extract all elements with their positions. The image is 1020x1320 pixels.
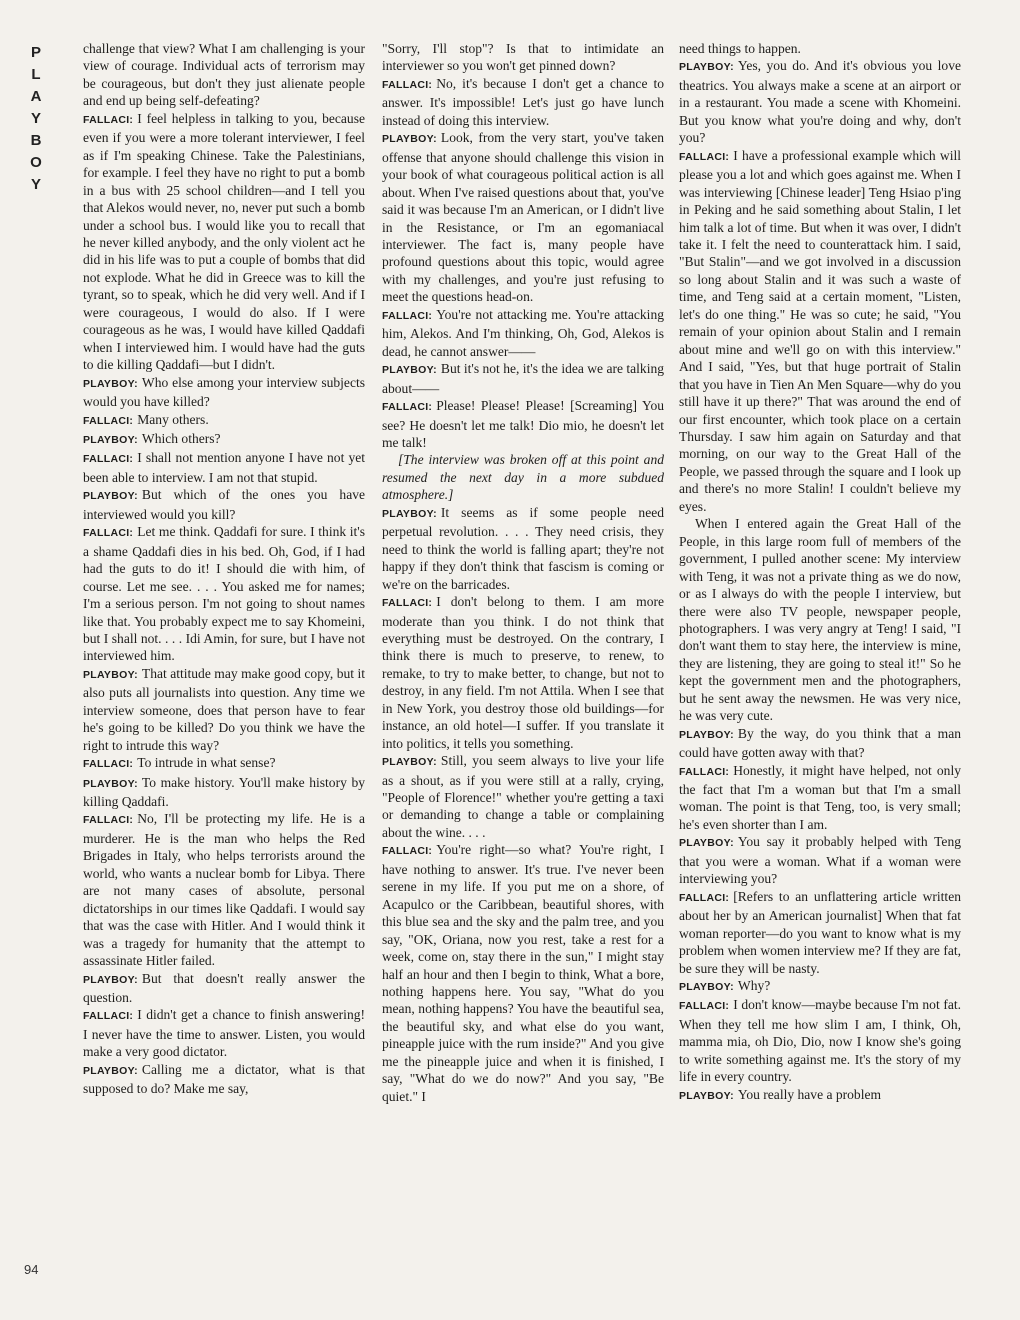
editor-note: [The interview was broken off at this point and resumed the next day in a more subdued atmosphere.] — [382, 452, 664, 503]
paragraph-text: By the way, do you think that a man could have gotten away with that? — [679, 725, 961, 761]
paragraph — [382, 306, 664, 360]
paragraph-text: You're right—so what? You're right, I have nothing to answer. It's true. I've never been serene in my life. If you put me on a shore, of Acapulco or the Caribbean, beautiful shores, with this blue sea and the sky and the palm tree, and you say, "OK, Oriana, now you rest, take a rest for a week, come on, stay there in the sun," I might stay half an hour and then I begin to think, What a bore, nothing happens here. You say, "What do you mean, nothing happens? You have the beautiful sea, the beautiful sky, and what else do you want, pineapple juice with the rum inside?" And you give me the pineapple juice and when it is finished, I say, "What do we do now?" And you say, "Be quiet." I — [382, 842, 664, 1104]
paragraph-text: Please! Please! Please! [Screaming] You see? He doesn't let me talk! Dio mio, he doesn't let me talk! — [382, 398, 664, 450]
paragraph — [679, 147, 961, 516]
paragraph-text: Calling me a dictator, what is that supposed to do? Make me say, — [83, 1061, 365, 1097]
speaker-label: PLAYBOY: — [382, 507, 437, 520]
speaker-label: FALLACI: — [679, 891, 730, 904]
paragraph — [679, 977, 961, 996]
speaker-label: PLAYBOY: — [83, 433, 138, 446]
paragraph-text: I feel helpless in talking to you, because even if you were a more tolerant interviewer, I feel as if I'm speaking Chinese. Take the Palestinians, for example. I feel they have no right to put a bomb in a bus with 25 school children—and I tell you that Alekos would never, no, never put such a bomb under a school bus. I would like you to recall that he never killed anybody, and the only violent act he did in his life was to put a couple of bombs that did not explode. What he did in Greece was to kill the tyrant, so to speak, which he did very well. And if I were courageous, I would do also. If I were courageous as he was, I would have killed Qaddafi when I interviewed him. I would have had the guts to die killing Qaddafi—but I didn't. — [83, 110, 365, 373]
paragraph — [382, 40, 664, 75]
speaker-label: FALLACI: — [382, 401, 433, 414]
masthead — [24, 42, 48, 196]
speaker-label: PLAYBOY: — [679, 1089, 734, 1102]
paragraph — [382, 360, 664, 397]
masthead-letter: B — [30, 132, 42, 149]
column-3 — [679, 40, 961, 1105]
speaker-label: PLAYBOY: — [83, 777, 138, 790]
paragraph-text: Yes, you do. And it's obvious you love theatrics. You always make a scene at an airport or in a restaurant. You made a scene with Khomeini. But you know what you're doing and why, don't you? — [679, 58, 961, 146]
paragraph-text: I didn't get a chance to finish answering! I never have the time to answer. Listen, you would make a very good dictator. — [83, 1007, 365, 1060]
paragraph — [83, 665, 365, 754]
paragraph-text: Many others. — [137, 411, 209, 427]
paragraph — [83, 430, 365, 449]
column-2 — [382, 40, 664, 1105]
speaker-label: PLAYBOY: — [382, 364, 437, 377]
paragraph-text: Still, you seem always to live your life as a shout, as if you were still at a rally, crying, "People of Florence!" whether you're getting a taxi or demanding to change a table or complaining about the wine. . . . — [382, 753, 664, 840]
paragraph — [679, 725, 961, 762]
speaker-label: PLAYBOY: — [679, 61, 734, 74]
speaker-label: PLAYBOY: — [382, 133, 437, 146]
paragraph — [679, 833, 961, 887]
paragraph — [83, 374, 365, 411]
speaker-label: PLAYBOY: — [83, 973, 138, 986]
column-1 — [83, 40, 365, 1098]
speaker-label: FALLACI: — [679, 765, 730, 778]
paragraph — [679, 762, 961, 834]
paragraph — [382, 504, 664, 593]
paragraph-text: No, it's because I don't get a chance to answer. It's impossible! Let's just go have lunch instead of doing this interview. — [382, 75, 664, 128]
paragraph — [679, 996, 961, 1085]
masthead-letter: Y — [30, 110, 41, 127]
paragraph — [83, 754, 365, 773]
page-number: 94 — [24, 1262, 39, 1277]
speaker-label: FALLACI: — [83, 414, 134, 427]
paragraph — [679, 1086, 961, 1105]
speaker-label: FALLACI: — [679, 150, 730, 163]
speaker-label: FALLACI: — [382, 597, 433, 610]
speaker-label: FALLACI: — [83, 113, 134, 126]
masthead-letter: A — [30, 88, 42, 105]
paragraph-text: But it's not he, it's the idea we are talking about—— — [382, 361, 665, 396]
paragraph-text: It seems as if some people need perpetual revolution. . . . They need crisis, they need to think the world is falling apart; they're not happy if they don't think that fascism is coming or we're on the barricades. — [382, 504, 664, 592]
paragraph — [679, 888, 961, 977]
paragraph — [83, 1006, 365, 1060]
paragraph — [83, 486, 365, 523]
paragraph — [83, 774, 365, 811]
speaker-label: FALLACI: — [382, 845, 433, 858]
speaker-label: FALLACI: — [83, 453, 134, 466]
speaker-label: FALLACI: — [83, 758, 134, 771]
paragraph — [83, 1061, 365, 1098]
speaker-label: PLAYBOY: — [83, 668, 138, 681]
paragraph-text: To make history. You'll make history by killing Qaddafi. — [83, 774, 365, 810]
paragraph-text: But that doesn't really answer the question. — [83, 970, 365, 1006]
speaker-label: PLAYBOY: — [83, 377, 138, 390]
paragraph — [382, 75, 664, 129]
masthead-letter: P — [30, 44, 41, 61]
paragraph-text: You really have a problem — [737, 1086, 882, 1102]
masthead-letter: Y — [30, 176, 41, 193]
paragraph-text: Which others? — [141, 430, 221, 446]
speaker-label: PLAYBOY: — [679, 981, 734, 994]
paragraph-text: Who else among your interview subjects would you have killed? — [83, 374, 365, 410]
masthead-letter: O — [30, 154, 42, 171]
paragraph — [83, 110, 365, 374]
paragraph — [382, 841, 664, 1105]
paragraph-text: "Sorry, I'll stop"? Is that to intimidate an interviewer so you won't get pinned down? — [382, 41, 664, 74]
paragraph-text: Look, from the very start, you've taken offense that anyone should challenge this vision in your book of what courageous political action is all about. When I've raised questions about that, you've said it was because I'm an American, or I didn't live in the Resistance, or I'm an egomaniacal interviewer. The fact is, many people have profound questions about this topic, would agree with my challenges, and you're just refusing to meet the questions head-on. — [382, 130, 664, 305]
paragraph — [382, 752, 664, 841]
paragraph-text: challenge that view? What I am challenging is your view of courage. Individual acts of terrorism may be courageous, but don't they just alienate people and end up being self-defeating? — [83, 41, 365, 109]
paragraph — [83, 523, 365, 665]
speaker-label: FALLACI: — [83, 814, 134, 827]
paragraph-text: No, I'll be protecting my life. He is a murderer. He is the man who helps the Red Brigades in Italy, who helps terrorists around the world, who wants a nuclear bomb for Libya. There are not many cases of absolute, personal dictatorships in our times like Qaddafi. I would say that was the case with Hitler. And I would think it was a tragedy for humanity that the attempt to assassinate Hitler failed. — [83, 811, 365, 969]
paragraph — [679, 57, 961, 146]
paragraph — [382, 129, 664, 306]
paragraph-text: I don't belong to them. I am more moderate than you think. I do not think that everything must be destroyed. On the contrary, I think there is much to preserve, to renew, to remake, to try to make better, to change, but not to destroy, in any field. I'm not Attila. When I see that in New York, you destroy those old buildings—for instance, an old hotel—I suffer. If you translate it into politics, it tells you something. — [382, 594, 664, 751]
paragraph-text: When I entered again the Great Hall of the People, in this large room full of members of the government, I pulled another scene: My interview with Teng, it was not a private thing as we do now, or as I always do with the people I interview, but there were also TV people, newspaper people, photographers. I was very angry at Teng! I said, "I don't want them to stay here, the interview is mine, they are listening, they are going to steal it!" So he kept the government men and the photographers, but he sent away the newsmen. He was very nice, he was very cute. — [679, 516, 961, 724]
paragraph — [382, 397, 664, 451]
speaker-label: FALLACI: — [679, 1000, 730, 1013]
paragraph-text: [Refers to an unflattering article written about her by an American journalist] When that fat woman reporter—do you want to know what is my problem when women interview me? If they are fat, be sure they will be nasty. — [679, 888, 961, 976]
paragraph-text: You're not attacking me. You're attacking him, Alekos. And I'm thinking, Oh, God, Alekos is dead, he cannot answer—— — [382, 306, 664, 359]
paragraph-text: You say it probably helped with Teng that you were a woman. What if a woman were interviewing you? — [679, 834, 961, 887]
speaker-label: FALLACI: — [382, 78, 433, 91]
paragraph-text: I shall not mention anyone I have not yet been able to interview. I am not that stupid. — [83, 450, 365, 485]
paragraph — [83, 449, 365, 486]
paragraph-text: Why? — [737, 978, 771, 994]
masthead-letter: L — [31, 66, 41, 83]
paragraph-text: Honestly, it might have helped, not only the fact that I'm a woman but that I'm a small woman. The point is that Teng, too, is very small; he's even shorter than I am. — [679, 762, 961, 832]
speaker-label: PLAYBOY: — [83, 490, 138, 503]
speaker-label: PLAYBOY: — [679, 728, 734, 741]
paragraph-text: But which of the ones you have interviewed would you kill? — [83, 487, 365, 522]
paragraph-text: Let me think. Qaddafi for sure. I think it's a shame Qaddafi dies in his bed. Oh, God, if I had had the guts to do it! I should die with him, of course. Let me see. . . . You asked me for names; I'm a serious person. I'm not going to shout names like that. You probably expect me to say Khomeini, but I shall not. . . . Idi Amin, for sure, but I have not interviewed him. — [83, 524, 365, 664]
speaker-label: PLAYBOY: — [679, 837, 734, 850]
paragraph — [83, 411, 365, 430]
paragraph-text: To intrude in what sense? — [137, 755, 276, 771]
paragraph-text: That attitude may make good copy, but it also puts all journalists into question. Any time we interview someone, does that person have to fear he's going to be killed? Do you think we have the right to intrude this way? — [83, 665, 365, 753]
paragraph-text: need things to happen. — [679, 41, 801, 56]
speaker-label: PLAYBOY: — [83, 1064, 138, 1077]
paragraph — [679, 40, 961, 57]
speaker-label: FALLACI: — [83, 527, 134, 540]
paragraph — [83, 810, 365, 969]
paragraph — [83, 40, 365, 110]
paragraph — [679, 515, 961, 724]
paragraph-text: I don't know—maybe because I'm not fat. When they tell me how slim I am, I think, Oh, mamma mia, oh Dio, Dio, now I know she's going to write something against me. It's the story of my life in every country. — [679, 997, 961, 1085]
speaker-label: FALLACI: — [83, 1010, 134, 1023]
paragraph — [382, 593, 664, 752]
speaker-label: FALLACI: — [382, 309, 433, 322]
speaker-label: PLAYBOY: — [382, 756, 437, 769]
paragraph — [83, 970, 365, 1007]
paragraph-text: I have a professional example which will please you a lot and which goes against me. When I was interviewing [Chinese leader] Teng Hsiao p'ing in Peking and he said something about Stalin, I let him talk a lot of time. But when it was over, I didn't take it. I felt the need to counterattack him. I said, "But Stalin"—and we got involved in a discussion so long about Stalin and it was such a waste of time, and Teng said at a certain moment, "Listen, let's do one thing." He was so cute; he said, "You remain of your opinion about Stalin and I remain about mine and we'll go on with this interview." And I said, "Yes, but that huge portrait of Stalin that you have in Tien An Men Square—why do you still have it up there?" That was around the end of our first encounter, which took place on a certain Thursday. I saw him again on Saturday and that morning, on our way to the Great Hall of the People, we passed through the square and I look up and there's no more Stalin! I couldn't believe my eyes. — [679, 147, 961, 514]
